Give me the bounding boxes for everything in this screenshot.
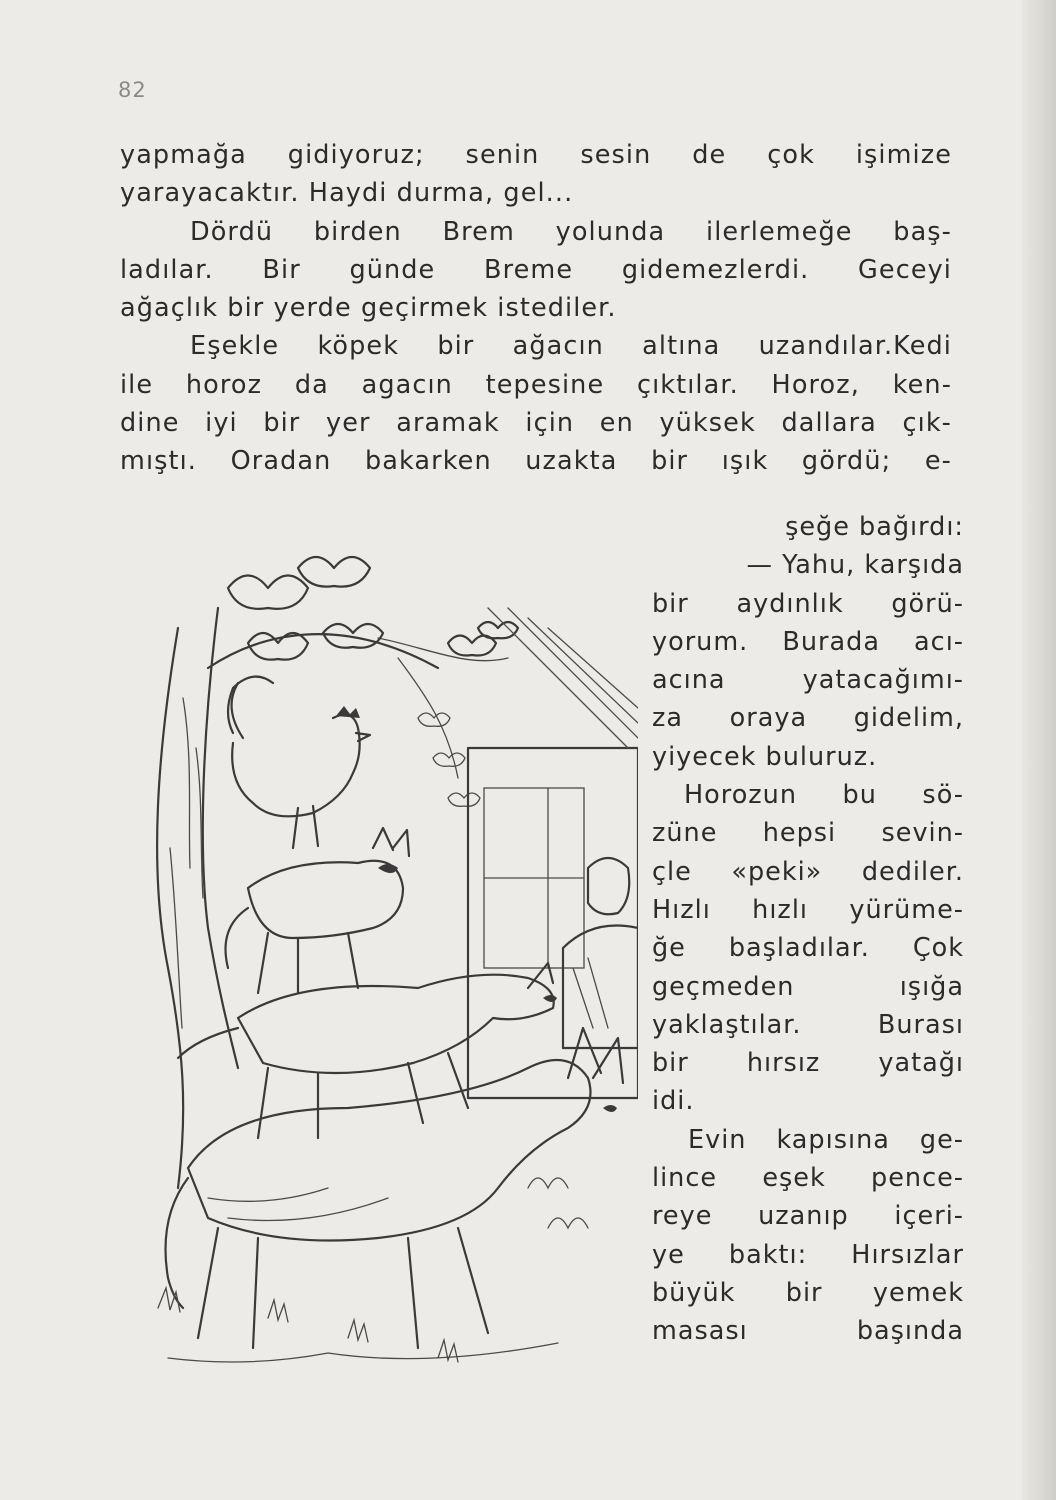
text-line: bir aydınlık görü- [652, 588, 964, 619]
text-line: çle «peki» dediler. [652, 856, 964, 887]
text-line: geçmeden ışığa [652, 971, 964, 1002]
text-line: yorum. Burada acı- [652, 626, 964, 657]
text-line: Eşekle köpek bir ağacın altına uzandılar.Kedi [190, 331, 952, 362]
text-line: ğe başladılar. Çok [652, 933, 964, 964]
tree [157, 557, 518, 1188]
text-line: ladılar. Bir günde Breme gidemezlerdi. Geceyi [120, 254, 952, 285]
page-edge-shadow [1022, 0, 1056, 1500]
text-line: reye uzanıp içeri- [652, 1201, 964, 1232]
text-line: yarayacaktır. Haydi durma, gel... [120, 178, 574, 209]
text-line: dine iyi bir yer aramak için en yüksek dallara çık- [120, 408, 952, 439]
text-line: mıştı. Oradan bakarken uzakta bir ışık gördü; e- [120, 446, 952, 477]
bremen-musicians-illustration [148, 548, 638, 1388]
ground [158, 1178, 588, 1362]
rooster [228, 677, 370, 848]
cat [226, 828, 410, 993]
text-line: Evin kapısına ge- [688, 1124, 964, 1155]
page-number: 82 [118, 78, 147, 102]
dog [178, 963, 557, 1138]
text-line: züne hepsi sevin- [652, 818, 964, 849]
text-line: bir hırsız yatağı [652, 1048, 964, 1079]
text-line: ye baktı: Hırsızlar [652, 1239, 964, 1270]
text-line: masası başında [652, 1316, 964, 1347]
window [468, 608, 638, 1098]
text-line: — Yahu, karşıda [746, 550, 964, 581]
text-line: idi. [652, 1086, 695, 1117]
text-line: acına yatacağımı- [652, 665, 964, 696]
text-line: Dördü birden Brem yolunda ilerlemeğe baş- [190, 216, 952, 247]
text-line: yapmağa gidiyoruz; senin sesin de çok işimize [120, 140, 952, 170]
text-line: büyük bir yemek [652, 1277, 964, 1308]
body-text-column [652, 508, 964, 1351]
thief-figure [563, 858, 638, 1048]
text-line: ağaçlık bir yerde geçirmek istediler. [120, 293, 617, 324]
text-line: şeğe bağırdı: [785, 512, 964, 542]
text-line: za oraya gidelim, [652, 703, 964, 734]
body-text-full-width [120, 136, 952, 481]
text-line: Hızlı hızlı yürüme- [652, 894, 964, 925]
text-line: Horozun bu sö- [684, 780, 964, 811]
text-line: ile horoz da agacın tepesine çıktılar. Horoz, ken- [120, 369, 952, 400]
text-line: yiyecek buluruz. [652, 741, 878, 772]
text-line: yaklaştılar. Burası [652, 1009, 964, 1040]
text-line: lince eşek pence- [652, 1163, 964, 1194]
donkey [166, 1028, 624, 1348]
